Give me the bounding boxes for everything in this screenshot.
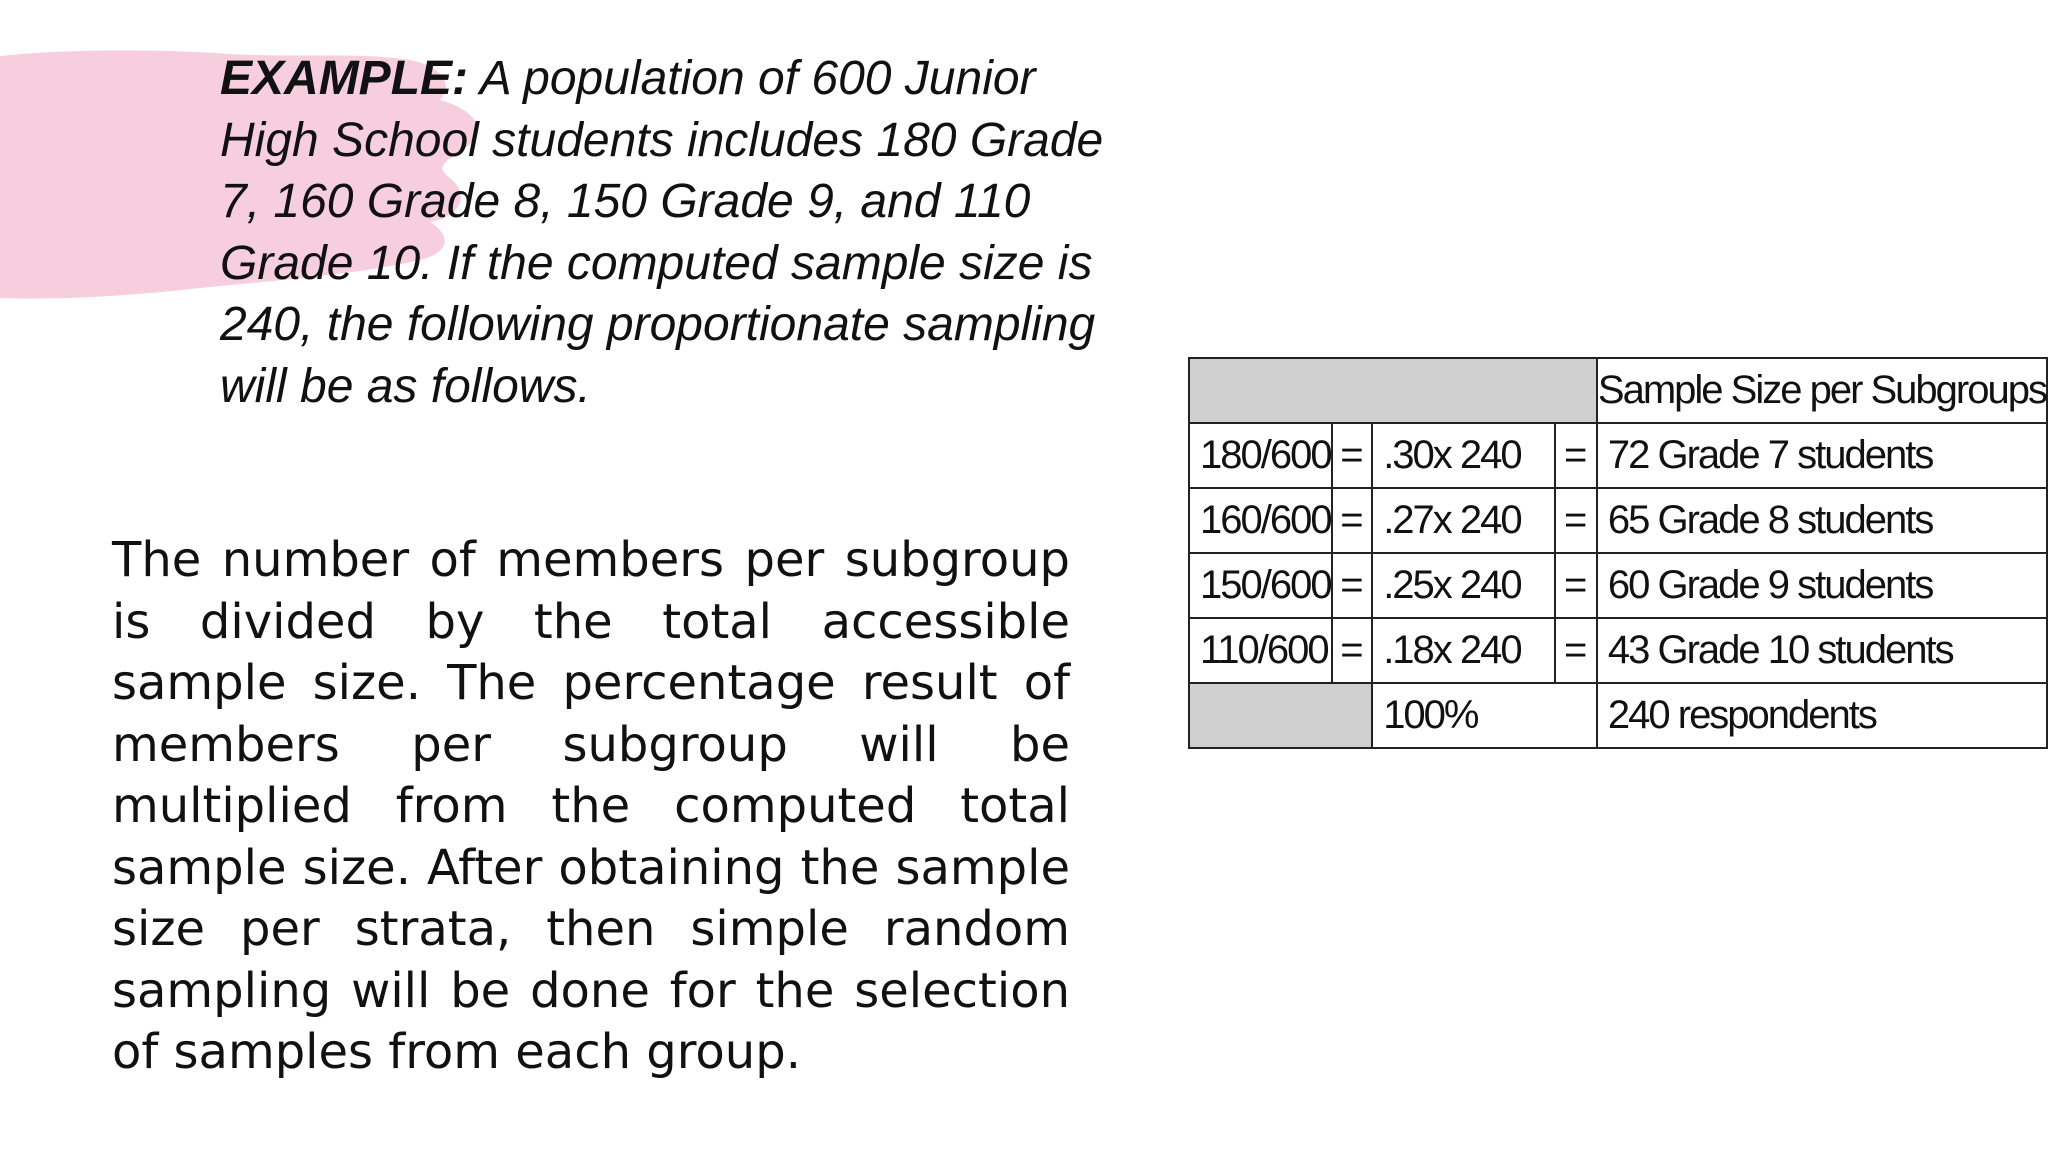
table-row bbox=[1189, 553, 2047, 618]
example-text: A population of 600 Junior High School students includes 180 Grade 7, 160 Grade 8, 150 Grade 9, and 110 Grade 10. If the computed sample size is 240, the following proportionate sampling will be as follows. bbox=[220, 52, 1104, 413]
product-cell: .25x 240 bbox=[1372, 553, 1554, 618]
total-respondents-cell: 240 respondents bbox=[1597, 683, 2047, 748]
fraction-cell: 160/600 bbox=[1189, 488, 1332, 553]
table-header-cell: Sample Size per Subgroups bbox=[1597, 358, 2047, 423]
equals-cell: = bbox=[1332, 488, 1373, 553]
equals-cell: = bbox=[1555, 553, 1597, 618]
sample-size-table bbox=[1188, 357, 2048, 749]
product-cell: .18x 240 bbox=[1372, 618, 1554, 683]
equals-cell: = bbox=[1332, 553, 1373, 618]
equals-cell: = bbox=[1332, 618, 1373, 683]
equals-cell: = bbox=[1332, 423, 1373, 488]
result-cell: 60 Grade 9 students bbox=[1597, 553, 2047, 618]
product-cell: .30x 240 bbox=[1372, 423, 1554, 488]
result-cell: 43 Grade 10 students bbox=[1597, 618, 2047, 683]
sample-size-table-container bbox=[1188, 357, 2048, 749]
table-header-row bbox=[1189, 358, 2047, 423]
example-paragraph bbox=[220, 48, 1140, 417]
example-lead: EXAMPLE: bbox=[220, 52, 469, 105]
product-cell: .27x 240 bbox=[1372, 488, 1554, 553]
table-row bbox=[1189, 488, 2047, 553]
table-row bbox=[1189, 618, 2047, 683]
total-blank-cell bbox=[1189, 683, 1372, 748]
explanation-paragraph: The number of members per subgroup is divided by the total accessible sample size. The percentage result of members per subgroup will be multiplied from the computed total sample size. After obtaining the sample size per strata, then simple random sampling will be done for the selection of samples from each group. bbox=[112, 532, 1070, 1080]
equals-cell: = bbox=[1555, 618, 1597, 683]
table-total-row bbox=[1189, 683, 2047, 748]
fraction-cell: 110/600 bbox=[1189, 618, 1332, 683]
fraction-cell: 180/600 bbox=[1189, 423, 1332, 488]
result-cell: 72 Grade 7 students bbox=[1597, 423, 2047, 488]
equals-cell: = bbox=[1555, 488, 1597, 553]
table-row bbox=[1189, 423, 2047, 488]
equals-cell: = bbox=[1555, 423, 1597, 488]
total-percent-cell: 100% bbox=[1372, 683, 1597, 748]
result-cell: 65 Grade 8 students bbox=[1597, 488, 2047, 553]
fraction-cell: 150/600 bbox=[1189, 553, 1332, 618]
table-header-blank-cell bbox=[1189, 358, 1597, 423]
